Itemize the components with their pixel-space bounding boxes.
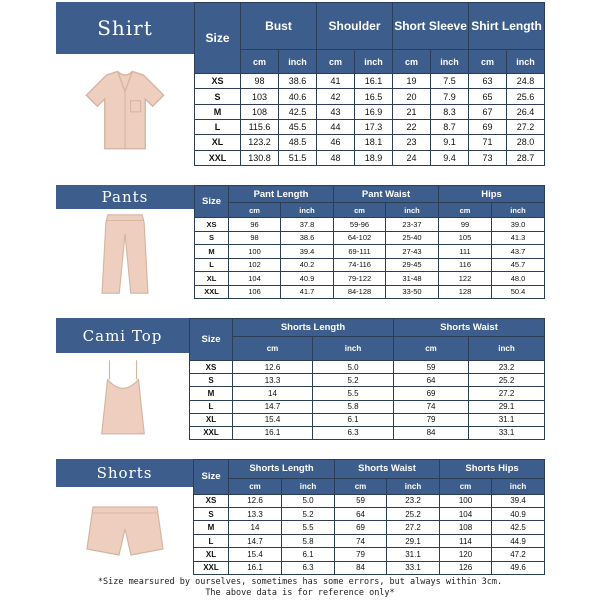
value-cell: 15.4 xyxy=(233,413,313,426)
table-row xyxy=(195,104,545,119)
value-cell: 14.7 xyxy=(229,534,282,547)
value-cell: 29-45 xyxy=(386,258,439,271)
shorts-icon xyxy=(85,501,165,561)
table-row xyxy=(194,534,545,547)
value-cell: 23.2 xyxy=(469,361,545,374)
value-cell: 23-37 xyxy=(386,218,439,231)
value-cell: 42.5 xyxy=(279,104,317,119)
value-cell: 71 xyxy=(469,135,507,150)
table-row xyxy=(190,387,545,400)
column-header: Shorts Waist xyxy=(394,319,545,337)
value-cell: 17.3 xyxy=(355,119,393,134)
value-cell: 79 xyxy=(335,548,387,561)
size-cell: S xyxy=(194,508,229,521)
column-header: Shorts Length xyxy=(233,319,394,337)
value-cell: 122 xyxy=(439,272,492,285)
value-cell: 40.6 xyxy=(279,89,317,104)
value-cell: 14.7 xyxy=(233,400,313,413)
value-cell: 18.1 xyxy=(355,135,393,150)
value-cell: 5.8 xyxy=(313,400,394,413)
value-cell: 41 xyxy=(317,74,355,89)
table-row xyxy=(195,231,545,244)
value-cell: 31.1 xyxy=(387,548,440,561)
value-cell: 31.1 xyxy=(469,413,545,426)
value-cell: 38.6 xyxy=(281,231,334,244)
shorts-size-table xyxy=(193,459,545,575)
value-cell: 33.1 xyxy=(469,426,545,439)
value-cell: 6.1 xyxy=(313,413,394,426)
table-row xyxy=(195,89,545,104)
value-cell: 49.6 xyxy=(492,561,545,574)
unit-header: cm xyxy=(334,203,386,218)
shirt-section xyxy=(56,2,544,166)
pants-title: Pants xyxy=(56,185,194,209)
value-cell: 65 xyxy=(469,89,507,104)
column-header: Shorts Hips xyxy=(440,460,545,479)
value-cell: 59-96 xyxy=(334,218,386,231)
cami-section xyxy=(56,318,544,440)
size-header: Size xyxy=(194,460,229,495)
size-cell: M xyxy=(190,387,233,400)
value-cell: 13.3 xyxy=(229,508,282,521)
value-cell: 84-128 xyxy=(334,285,386,298)
value-cell: 44.9 xyxy=(492,534,545,547)
unit-header: cm xyxy=(394,337,469,361)
value-cell: 40.9 xyxy=(281,272,334,285)
value-cell: 114 xyxy=(440,534,492,547)
size-header: Size xyxy=(195,3,241,74)
value-cell: 45.5 xyxy=(279,119,317,134)
size-cell: XL xyxy=(194,548,229,561)
value-cell: 69 xyxy=(335,521,387,534)
value-cell: 16.1 xyxy=(233,426,313,439)
value-cell: 13.3 xyxy=(233,374,313,387)
table-row xyxy=(195,272,545,285)
value-cell: 104 xyxy=(440,508,492,521)
unit-header: inch xyxy=(313,337,394,361)
size-cell: L xyxy=(195,258,229,271)
size-cell: XL xyxy=(190,413,233,426)
column-header: Shoulder xyxy=(317,3,393,50)
value-cell: 115.6 xyxy=(241,119,279,134)
size-cell: L xyxy=(194,534,229,547)
table-row xyxy=(190,426,545,439)
size-cell: XXL xyxy=(194,561,229,574)
column-header: Short Sleeve xyxy=(393,3,469,50)
table-row xyxy=(195,135,545,150)
value-cell: 123.2 xyxy=(241,135,279,150)
cami-title: Cami Top xyxy=(56,318,189,353)
value-cell: 21 xyxy=(393,104,431,119)
table-row xyxy=(190,413,545,426)
shirt-image xyxy=(56,54,194,166)
value-cell: 45.7 xyxy=(492,258,545,271)
table-row xyxy=(194,508,545,521)
unit-header: inch xyxy=(431,50,469,74)
value-cell: 73 xyxy=(469,150,507,165)
value-cell: 18.9 xyxy=(355,150,393,165)
value-cell: 46 xyxy=(317,135,355,150)
value-cell: 5.5 xyxy=(282,521,335,534)
value-cell: 16.1 xyxy=(229,561,282,574)
table-row xyxy=(195,285,545,298)
value-cell: 5.0 xyxy=(282,494,335,507)
value-cell: 16.1 xyxy=(355,74,393,89)
value-cell: 84 xyxy=(335,561,387,574)
value-cell: 33-50 xyxy=(386,285,439,298)
value-cell: 43 xyxy=(317,104,355,119)
size-cell: XXL xyxy=(195,150,241,165)
pants-image xyxy=(56,209,194,299)
unit-header: cm xyxy=(439,203,492,218)
value-cell: 84 xyxy=(394,426,469,439)
value-cell: 9.4 xyxy=(431,150,469,165)
value-cell: 5.2 xyxy=(282,508,335,521)
value-cell: 42.5 xyxy=(492,521,545,534)
value-cell: 26.4 xyxy=(507,104,545,119)
value-cell: 27.2 xyxy=(507,119,545,134)
value-cell: 79-122 xyxy=(334,272,386,285)
column-header: Hips xyxy=(439,186,545,203)
value-cell: 48.5 xyxy=(279,135,317,150)
value-cell: 96 xyxy=(229,218,281,231)
value-cell: 7.9 xyxy=(431,89,469,104)
footer-note xyxy=(0,577,600,599)
value-cell: 29.1 xyxy=(469,400,545,413)
value-cell: 67 xyxy=(469,104,507,119)
column-header: Shirt Length xyxy=(469,3,545,50)
value-cell: 25.6 xyxy=(507,89,545,104)
unit-header: cm xyxy=(440,478,492,494)
value-cell: 120 xyxy=(440,548,492,561)
value-cell: 6.3 xyxy=(313,426,394,439)
table-row xyxy=(195,258,545,271)
value-cell: 51.5 xyxy=(279,150,317,165)
value-cell: 15.4 xyxy=(229,548,282,561)
value-cell: 25-40 xyxy=(386,231,439,244)
table-row xyxy=(195,218,545,231)
unit-header: inch xyxy=(386,203,439,218)
value-cell: 44 xyxy=(317,119,355,134)
table-row xyxy=(195,74,545,89)
value-cell: 98 xyxy=(229,231,281,244)
size-cell: S xyxy=(195,231,229,244)
pants-size-table xyxy=(194,185,545,299)
unit-header: inch xyxy=(281,203,334,218)
value-cell: 25.2 xyxy=(469,374,545,387)
table-row xyxy=(194,521,545,534)
unit-header: inch xyxy=(387,478,440,494)
value-cell: 47.2 xyxy=(492,548,545,561)
value-cell: 8.3 xyxy=(431,104,469,119)
value-cell: 103 xyxy=(241,89,279,104)
value-cell: 12.6 xyxy=(229,494,282,507)
value-cell: 5.0 xyxy=(313,361,394,374)
size-cell: L xyxy=(190,400,233,413)
value-cell: 5.5 xyxy=(313,387,394,400)
value-cell: 20 xyxy=(393,89,431,104)
size-cell: XS xyxy=(195,218,229,231)
value-cell: 50.4 xyxy=(492,285,545,298)
value-cell: 69-111 xyxy=(334,245,386,258)
value-cell: 40.9 xyxy=(492,508,545,521)
value-cell: 14 xyxy=(233,387,313,400)
size-cell: S xyxy=(190,374,233,387)
value-cell: 6.1 xyxy=(282,548,335,561)
size-header: Size xyxy=(195,186,229,218)
shorts-title: Shorts xyxy=(56,459,193,487)
value-cell: 128 xyxy=(439,285,492,298)
value-cell: 27.2 xyxy=(469,387,545,400)
shirt-size-table xyxy=(194,2,545,166)
value-cell: 7.5 xyxy=(431,74,469,89)
value-cell: 23 xyxy=(393,135,431,150)
unit-header: inch xyxy=(492,203,545,218)
footer-line-1: *Size mearsured by ourselves, sometimes has some errors, but always within 3cm. xyxy=(97,577,503,587)
value-cell: 5.8 xyxy=(282,534,335,547)
value-cell: 43.7 xyxy=(492,245,545,258)
value-cell: 74 xyxy=(394,400,469,413)
unit-header: inch xyxy=(469,337,545,361)
value-cell: 106 xyxy=(229,285,281,298)
size-cell: XS xyxy=(195,74,241,89)
value-cell: 79 xyxy=(394,413,469,426)
value-cell: 23.2 xyxy=(387,494,440,507)
value-cell: 108 xyxy=(241,104,279,119)
value-cell: 27.2 xyxy=(387,521,440,534)
value-cell: 98 xyxy=(241,74,279,89)
shorts-section xyxy=(56,459,544,575)
size-cell: M xyxy=(195,104,241,119)
size-cell: XXL xyxy=(190,426,233,439)
value-cell: 8.7 xyxy=(431,119,469,134)
value-cell: 59 xyxy=(394,361,469,374)
value-cell: 5.2 xyxy=(313,374,394,387)
size-cell: XXL xyxy=(195,285,229,298)
value-cell: 14 xyxy=(229,521,282,534)
column-header: Shorts Waist xyxy=(335,460,440,479)
unit-header: cm xyxy=(233,337,313,361)
unit-header: cm xyxy=(229,203,281,218)
value-cell: 16.9 xyxy=(355,104,393,119)
table-row xyxy=(195,119,545,134)
pants-icon xyxy=(95,211,155,297)
value-cell: 28.7 xyxy=(507,150,545,165)
table-row xyxy=(195,245,545,258)
unit-header: cm xyxy=(469,50,507,74)
value-cell: 28.0 xyxy=(507,135,545,150)
value-cell: 37.8 xyxy=(281,218,334,231)
value-cell: 42 xyxy=(317,89,355,104)
value-cell: 24 xyxy=(393,150,431,165)
table-row xyxy=(194,561,545,574)
value-cell: 24.8 xyxy=(507,74,545,89)
unit-header: inch xyxy=(355,50,393,74)
value-cell: 100 xyxy=(229,245,281,258)
value-cell: 63 xyxy=(469,74,507,89)
value-cell: 64 xyxy=(335,508,387,521)
unit-header: cm xyxy=(335,478,387,494)
column-header: Shorts Length xyxy=(229,460,335,479)
unit-header: cm xyxy=(241,50,279,74)
value-cell: 48.0 xyxy=(492,272,545,285)
value-cell: 6.3 xyxy=(282,561,335,574)
value-cell: 33.1 xyxy=(387,561,440,574)
value-cell: 25.2 xyxy=(387,508,440,521)
shorts-image xyxy=(56,487,193,575)
value-cell: 74-116 xyxy=(334,258,386,271)
size-cell: XL xyxy=(195,272,229,285)
pants-section xyxy=(56,185,544,299)
shirt-title: Shirt xyxy=(56,2,194,54)
table-row xyxy=(190,374,545,387)
value-cell: 108 xyxy=(440,521,492,534)
column-header: Pant Waist xyxy=(334,186,439,203)
value-cell: 31-48 xyxy=(386,272,439,285)
value-cell: 38.6 xyxy=(279,74,317,89)
size-cell: S xyxy=(195,89,241,104)
value-cell: 39.4 xyxy=(281,245,334,258)
size-cell: M xyxy=(195,245,229,258)
size-cell: XS xyxy=(190,361,233,374)
value-cell: 41.7 xyxy=(281,285,334,298)
value-cell: 39.4 xyxy=(492,494,545,507)
table-row xyxy=(190,400,545,413)
unit-header: cm xyxy=(317,50,355,74)
shirt-icon xyxy=(79,64,171,156)
size-cell: L xyxy=(195,119,241,134)
cami-image xyxy=(56,353,189,440)
unit-header: inch xyxy=(492,478,545,494)
unit-header: inch xyxy=(507,50,545,74)
value-cell: 59 xyxy=(335,494,387,507)
value-cell: 99 xyxy=(439,218,492,231)
value-cell: 64 xyxy=(394,374,469,387)
table-row xyxy=(190,361,545,374)
column-header: Bust xyxy=(241,3,317,50)
value-cell: 22 xyxy=(393,119,431,134)
value-cell: 69 xyxy=(394,387,469,400)
size-cell: M xyxy=(194,521,229,534)
value-cell: 19 xyxy=(393,74,431,89)
cami-size-table xyxy=(189,318,545,440)
footer-line-2: The above data is for reference only* xyxy=(205,588,395,598)
unit-header: cm xyxy=(229,478,282,494)
column-header: Pant Length xyxy=(229,186,334,203)
value-cell: 104 xyxy=(229,272,281,285)
cami-top-icon xyxy=(94,358,152,436)
value-cell: 9.1 xyxy=(431,135,469,150)
value-cell: 102 xyxy=(229,258,281,271)
value-cell: 126 xyxy=(440,561,492,574)
table-row xyxy=(194,548,545,561)
unit-header: inch xyxy=(279,50,317,74)
value-cell: 69 xyxy=(469,119,507,134)
table-row xyxy=(195,150,545,165)
value-cell: 111 xyxy=(439,245,492,258)
value-cell: 100 xyxy=(440,494,492,507)
value-cell: 40.2 xyxy=(281,258,334,271)
value-cell: 64-102 xyxy=(334,231,386,244)
unit-header: inch xyxy=(282,478,335,494)
value-cell: 130.8 xyxy=(241,150,279,165)
value-cell: 74 xyxy=(335,534,387,547)
value-cell: 48 xyxy=(317,150,355,165)
size-cell: XS xyxy=(194,494,229,507)
value-cell: 29.1 xyxy=(387,534,440,547)
table-row xyxy=(194,494,545,507)
value-cell: 41.3 xyxy=(492,231,545,244)
value-cell: 39.0 xyxy=(492,218,545,231)
value-cell: 12.6 xyxy=(233,361,313,374)
size-cell: XL xyxy=(195,135,241,150)
size-header: Size xyxy=(190,319,233,361)
value-cell: 105 xyxy=(439,231,492,244)
value-cell: 116 xyxy=(439,258,492,271)
value-cell: 27-43 xyxy=(386,245,439,258)
value-cell: 16.5 xyxy=(355,89,393,104)
unit-header: cm xyxy=(393,50,431,74)
